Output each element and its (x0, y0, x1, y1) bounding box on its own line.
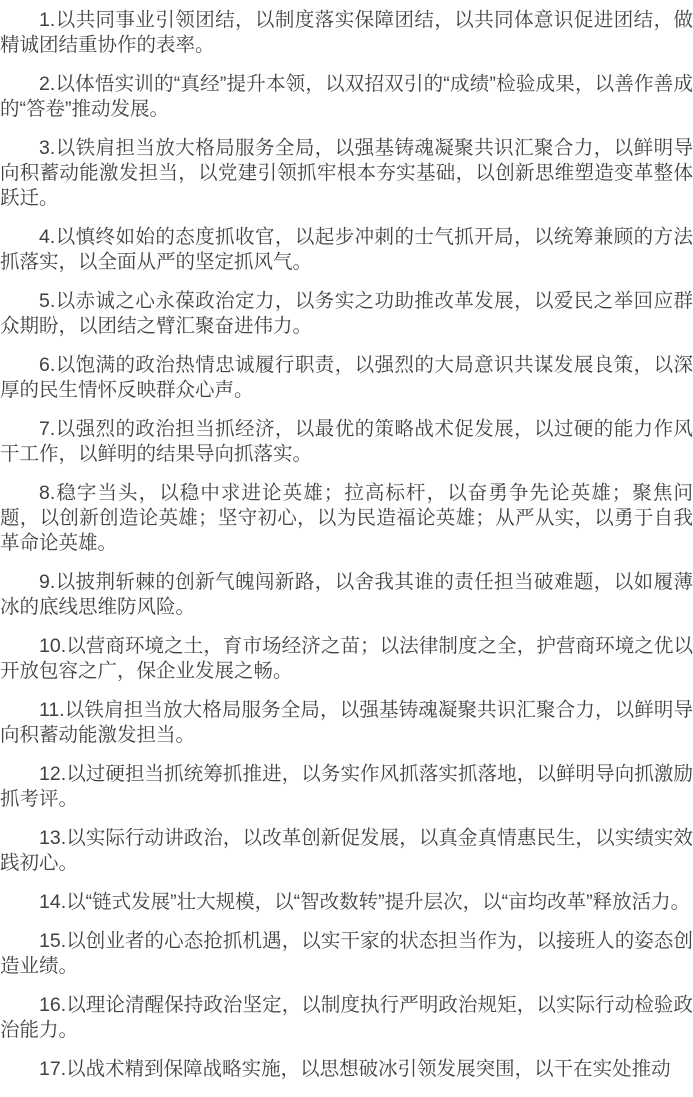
paragraph-17: 17.以战术精到保障战略实施，以思想破冰引领发展突围，以干在实处推动 (39, 1058, 671, 1080)
paragraph-3: 3.以铁肩担当放大格局服务全局，以强基铸魂凝聚共识汇聚合力，以鲜明导向积蓄动能激发担当，以党建引领抓牢根本夯实基础，以创新思维塑造变革整体跃迁。 (0, 137, 693, 209)
paragraph-11: 11.以铁肩担当放大格局服务全局，以强基铸魂凝聚共识汇聚合力，以鲜明导向积蓄动能激发担当。 (0, 699, 693, 746)
paragraph-10: 10.以营商环境之土，育市场经济之苗；以法律制度之全，护营商环境之优以开放包容之广，保企业发展之畅。 (0, 635, 693, 682)
paragraph-14: 14.以“链式发展”壮大规模，以“智改数转”提升层次，以“亩均改革”释放活力。 (39, 891, 691, 913)
paragraph-1: 1.以共同事业引领团结，以制度落实保障团结，以共同体意识促进团结，做精诚团结重协作的表率。 (0, 9, 693, 56)
paragraph-4: 4.以慎终如始的态度抓收官，以起步冲刺的士气抓开局，以统筹兼顾的方法抓落实，以全面从严的坚定抓风气。 (0, 226, 693, 273)
paragraph-9: 9.以披荆斩棘的创新气魄闯新路，以舍我其谁的责任担当破难题，以如履薄冰的底线思维防风险。 (0, 571, 693, 618)
paragraph-13: 13.以实际行动讲政治，以改革创新促发展，以真金真情惠民生，以实绩实效践初心。 (0, 827, 693, 874)
paragraph-8: 8.稳字当头，以稳中求进论英雄；拉高标杆，以奋勇争先论英雄；聚焦问题，以创新创造论英雄；坚守初心，以为民造福论英雄；从严从实，以勇于自我革命论英雄。 (0, 482, 693, 554)
paragraph-6: 6.以饱满的政治热情忠诚履行职责，以强烈的大局意识共谋发展良策，以深厚的民生情怀反映群众心声。 (0, 354, 693, 401)
paragraph-7: 7.以强烈的政治担当抓经济，以最优的策略战术促发展，以过硬的能力作风干工作，以鲜明的结果导向抓落实。 (0, 418, 693, 465)
paragraph-15: 15.以创业者的心态抢抓机遇，以实干家的状态担当作为，以接班人的姿态创造业绩。 (0, 930, 693, 977)
paragraph-16: 16.以理论清醒保持政治坚定，以制度执行严明政治规矩，以实际行动检验政治能力。 (0, 994, 693, 1041)
paragraph-12: 12.以过硬担当抓统筹抓推进，以务实作风抓落实抓落地，以鲜明导向抓激励抓考评。 (0, 763, 693, 810)
paragraph-5: 5.以赤诚之心永葆政治定力，以务实之功助推改革发展，以爱民之举回应群众期盼，以团结之臂汇聚奋进伟力。 (0, 290, 693, 337)
paragraph-2: 2.以体悟实训的“真经”提升本领，以双招双引的“成绩”检验成果，以善作善成的“答卷”推动发展。 (0, 73, 693, 120)
